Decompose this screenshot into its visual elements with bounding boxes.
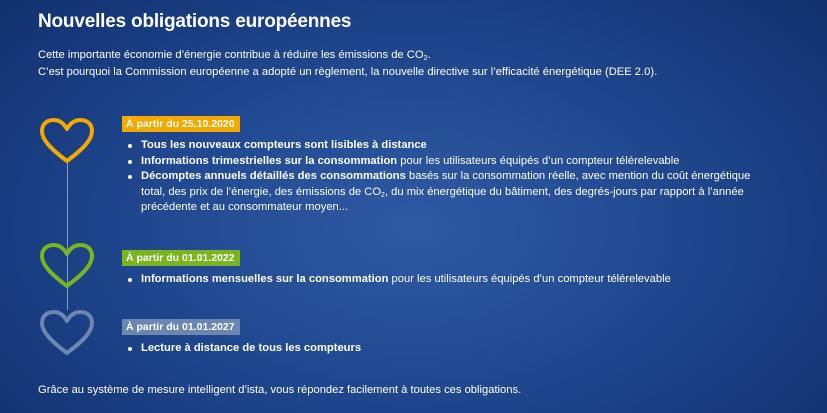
date-badge-2022: À partir du 01.01.2022 — [122, 250, 240, 266]
milestone-2020-list — [122, 138, 761, 216]
page-title: Nouvelles obligations européennes — [38, 11, 352, 32]
intro-text — [38, 47, 657, 81]
milestone-2027 — [122, 317, 761, 357]
item-text: pour les utilisateurs équipés d’un compteur télérelevable — [388, 273, 671, 285]
intro-line2: C’est pourquoi la Commission européenne a adopté un règlement, la nouvelle directive sur l’efficacité énergétique (DEE 2.0). — [38, 66, 658, 78]
item-bold: Lecture à distance de tous les compteurs — [141, 342, 362, 354]
intro-line1-end: . — [427, 49, 431, 61]
item-text: basés sur la consommation réelle, avec mention du coût énergétique total, des prix de l’énergie, des émissions de CO — [141, 170, 751, 198]
co2-subscript: 2 — [381, 191, 385, 199]
heart-orange-icon — [38, 116, 96, 166]
milestone-2020 — [122, 114, 761, 216]
date-badge-2020: À partir du 25.10.2020 — [122, 116, 240, 132]
milestone-2022-list — [122, 272, 761, 288]
milestone-2027-list — [122, 341, 761, 357]
list-item — [122, 341, 761, 357]
list-item — [122, 154, 761, 170]
footer-text: Grâce au système de mesure intelligent d’ista, vous répondez facilement à toutes ces obligations. — [38, 384, 522, 396]
list-item — [122, 169, 761, 216]
list-item — [122, 272, 761, 288]
date-badge-2027: À partir du 01.01.2027 — [122, 319, 240, 335]
item-text: pour les utilisateurs équipés d’un compteur télérelevable — [397, 154, 680, 167]
item-bold: Informations trimestrielles sur la consommation — [141, 154, 398, 167]
heart-green-icon — [38, 241, 96, 291]
item-bold: Tous les nouveaux compteurs sont lisibles à distance — [141, 139, 427, 151]
intro-co2-subscript: 2 — [423, 55, 428, 62]
list-item — [122, 138, 761, 154]
intro-line1: Cette importante économie d’énergie contribue à réduire les émissions de CO — [38, 49, 424, 61]
heart-grey-icon — [38, 308, 96, 358]
milestone-2022 — [122, 248, 761, 288]
item-bold: Informations mensuelles sur la consommation — [141, 273, 389, 285]
item-text-end: , du mix énergétique du bâtiment, des degrés-jours par rapport à l’année précédente et au consommateur moyen... — [141, 185, 744, 214]
item-bold: Décomptes annuels détaillés des consommations — [141, 170, 406, 183]
